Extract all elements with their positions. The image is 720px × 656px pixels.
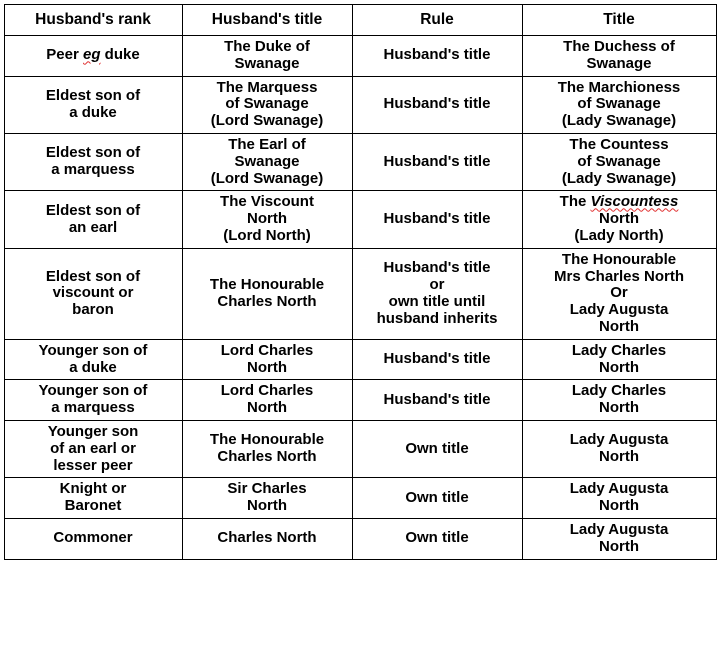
cell-line: The Honourable: [209, 275, 325, 293]
cell-rule: [352, 133, 522, 190]
cell-line: (Lady North): [574, 226, 664, 244]
cell-line: Husband's title: [383, 152, 491, 170]
cell-line: Mrs Charles North: [553, 267, 685, 285]
cell-text: [355, 392, 520, 409]
cell-line: lesser peer: [53, 456, 133, 474]
cell-husbands-rank: [4, 36, 182, 77]
cell-line: North: [599, 399, 639, 417]
cell-line: Lady Augusta: [569, 301, 669, 319]
cell-husbands-rank: [4, 76, 182, 133]
cell-line: an earl: [68, 218, 118, 236]
cell-rule: [352, 420, 522, 477]
cell-title: [522, 133, 716, 190]
cell-line: own title until: [388, 292, 486, 310]
cell-line: Or: [610, 284, 628, 302]
cell-line: of Swanage: [225, 95, 309, 113]
cell-text: [7, 203, 180, 237]
cell-text: [185, 383, 350, 417]
cell-line: North: [599, 210, 639, 228]
cell-title: [522, 248, 716, 339]
cell-line: baron: [72, 301, 114, 319]
cell-line: husband inherits: [376, 309, 498, 327]
cell-text: [7, 145, 180, 179]
cell-text: [525, 522, 714, 556]
cell-text: [525, 39, 714, 73]
cell-line: Own title: [405, 529, 469, 547]
cell-text: [7, 88, 180, 122]
table-row: [4, 248, 716, 339]
table-row: [4, 133, 716, 190]
cell-title: [522, 380, 716, 421]
cell-line: North: [599, 317, 639, 335]
cell-text: [355, 441, 520, 458]
cell-line: North: [599, 358, 639, 376]
cell-text: [7, 383, 180, 417]
cell-line: The Honourable: [561, 250, 677, 268]
cell-line: Commoner: [53, 529, 133, 547]
cell-line: Charles North: [217, 292, 317, 310]
cell-line: Charles North: [217, 448, 317, 466]
cell-rule: [352, 518, 522, 559]
cell-line: The Earl of: [228, 135, 306, 153]
cell-husbands-title: [182, 248, 352, 339]
cell-husbands-title: [182, 191, 352, 248]
cell-line: North: [247, 358, 287, 376]
cell-text: [525, 194, 714, 244]
cell-line: a duke: [69, 103, 117, 121]
table-row: [4, 339, 716, 380]
cell-line: Lady Charles: [571, 341, 667, 359]
table-row: [4, 478, 716, 519]
cell-husbands-rank: [4, 478, 182, 519]
cell-line: or: [429, 275, 445, 293]
cell-line: Husband's title: [383, 390, 491, 408]
cell-line: Charles North: [217, 529, 317, 547]
cell-line: of Swanage: [577, 152, 661, 170]
cell-husbands-title: [182, 133, 352, 190]
cell-line: Lady Augusta: [569, 480, 669, 498]
cell-text: [355, 47, 520, 64]
cell-husbands-title: [182, 518, 352, 559]
cell-rule: [352, 339, 522, 380]
cell-line: Eldest son of: [45, 144, 141, 162]
cell-husbands-title: [182, 380, 352, 421]
table-row: [4, 380, 716, 421]
cell-line: Lady Charles: [571, 382, 667, 400]
cell-text: [525, 252, 714, 336]
cell-line: Eldest son of: [45, 267, 141, 285]
cell-text: [185, 530, 350, 547]
cell-text: [185, 432, 350, 466]
cell-line: The Viscount: [220, 193, 314, 211]
cell-line: North: [599, 497, 639, 515]
cell-rule: [352, 478, 522, 519]
cell-husbands-title: [182, 76, 352, 133]
cell-line: Younger son: [47, 422, 139, 440]
cell-line: a marquess: [51, 399, 135, 417]
cell-text: [7, 47, 180, 64]
cell-line: North: [599, 448, 639, 466]
cell-text: [525, 432, 714, 466]
table-row: [4, 36, 716, 77]
cell-line: Younger son of: [38, 341, 148, 359]
column-header-husbands-title: Husband's title: [182, 5, 352, 36]
cell-line: Baronet: [64, 497, 122, 515]
cell-line: The Viscountess: [559, 193, 679, 211]
cell-rule: [352, 191, 522, 248]
cell-husbands-rank: [4, 133, 182, 190]
cell-text: [355, 490, 520, 507]
cell-line: Husband's title: [383, 95, 491, 113]
cell-line: Own title: [405, 488, 469, 506]
cell-line: The Countess: [569, 135, 669, 153]
cell-rule: [352, 380, 522, 421]
cell-line: The Duke of: [224, 38, 310, 55]
cell-line: Swanage: [234, 54, 300, 72]
cell-husbands-rank: [4, 518, 182, 559]
cell-text: [525, 383, 714, 417]
table-header-row: [4, 5, 716, 36]
cell-text: [355, 96, 520, 113]
cell-line: The Marchioness: [557, 78, 681, 96]
cell-husbands-title: [182, 339, 352, 380]
cell-line: (Lord North): [223, 226, 311, 244]
cell-line: Sir Charles: [227, 480, 307, 498]
cell-text: [355, 154, 520, 171]
table-body: [4, 36, 716, 560]
cell-title: [522, 36, 716, 77]
cell-text: [355, 351, 520, 368]
cell-title: [522, 339, 716, 380]
spellcheck-underline: eg: [83, 46, 101, 64]
cell-text: [525, 343, 714, 377]
cell-title: [522, 191, 716, 248]
cell-text: [7, 269, 180, 319]
cell-text: [7, 424, 180, 474]
cell-text: [355, 260, 520, 327]
column-header-rule: Rule: [352, 5, 522, 36]
cell-line: Eldest son of: [45, 86, 141, 104]
cell-title: [522, 420, 716, 477]
cell-text: [185, 80, 350, 130]
cell-line: (Lady Swanage): [561, 112, 677, 130]
column-header-title: Title: [522, 5, 716, 36]
cell-text: [7, 530, 180, 547]
cell-line: Own title: [405, 439, 469, 457]
cell-line: North: [599, 537, 639, 555]
cell-line: Lord Charles: [220, 382, 314, 400]
cell-line: Swanage: [586, 54, 652, 72]
cell-text: [185, 194, 350, 244]
cell-line: Eldest son of: [45, 201, 141, 219]
cell-rule: [352, 36, 522, 77]
cell-line: The Duchess of: [563, 38, 675, 55]
cell-line: viscount or: [52, 284, 134, 302]
cell-husbands-title: [182, 420, 352, 477]
cell-line: Lady Augusta: [569, 520, 669, 538]
cell-text: [185, 137, 350, 187]
cell-text: [525, 80, 714, 130]
cell-line: a marquess: [51, 161, 135, 179]
cell-line: Husband's title: [383, 210, 491, 228]
cell-line: Younger son of: [38, 382, 148, 400]
table-header: [4, 5, 716, 36]
cell-husbands-title: [182, 478, 352, 519]
cell-line: (Lord Swanage): [210, 169, 324, 187]
spellcheck-underline: Viscountess: [590, 193, 679, 211]
cell-line: a duke: [69, 358, 117, 376]
cell-line: Peer eg duke: [46, 46, 140, 64]
cell-husbands-rank: [4, 420, 182, 477]
cell-line: (Lord Swanage): [210, 112, 324, 130]
cell-title: [522, 76, 716, 133]
cell-title: [522, 518, 716, 559]
cell-text: [185, 39, 350, 73]
table-row: [4, 76, 716, 133]
cell-line: Lord Charles: [220, 341, 314, 359]
cell-husbands-title: [182, 36, 352, 77]
cell-rule: [352, 76, 522, 133]
cell-rule: [352, 248, 522, 339]
cell-text: [185, 481, 350, 515]
cell-text: [7, 481, 180, 515]
column-header-husbands-rank: Husband's rank: [4, 5, 182, 36]
cell-line: Husband's title: [383, 259, 491, 277]
table-row: [4, 420, 716, 477]
cell-text: [7, 343, 180, 377]
cell-text: [525, 137, 714, 187]
cell-line: North: [247, 399, 287, 417]
cell-line: (Lady Swanage): [561, 169, 677, 187]
cell-husbands-rank: [4, 248, 182, 339]
cell-line: Knight or: [59, 480, 127, 498]
table-row: [4, 518, 716, 559]
cell-line: of Swanage: [577, 95, 661, 113]
cell-line: Husband's title: [383, 46, 491, 64]
cell-text: [185, 343, 350, 377]
cell-line: North: [247, 210, 287, 228]
cell-line: The Honourable: [209, 431, 325, 449]
cell-line: Swanage: [234, 152, 300, 170]
cell-husbands-rank: [4, 191, 182, 248]
cell-line: Lady Augusta: [569, 431, 669, 449]
cell-line: Husband's title: [383, 350, 491, 368]
cell-line: The Marquess: [216, 78, 318, 96]
cell-line: North: [247, 497, 287, 515]
husbands-rank-and-titles-table: [4, 4, 717, 560]
cell-husbands-rank: [4, 380, 182, 421]
cell-husbands-rank: [4, 339, 182, 380]
cell-text: [525, 481, 714, 515]
cell-text: [185, 277, 350, 311]
cell-text: [355, 530, 520, 547]
cell-text: [355, 211, 520, 228]
cell-line: of an earl or: [50, 439, 136, 457]
table-row: [4, 191, 716, 248]
cell-title: [522, 478, 716, 519]
